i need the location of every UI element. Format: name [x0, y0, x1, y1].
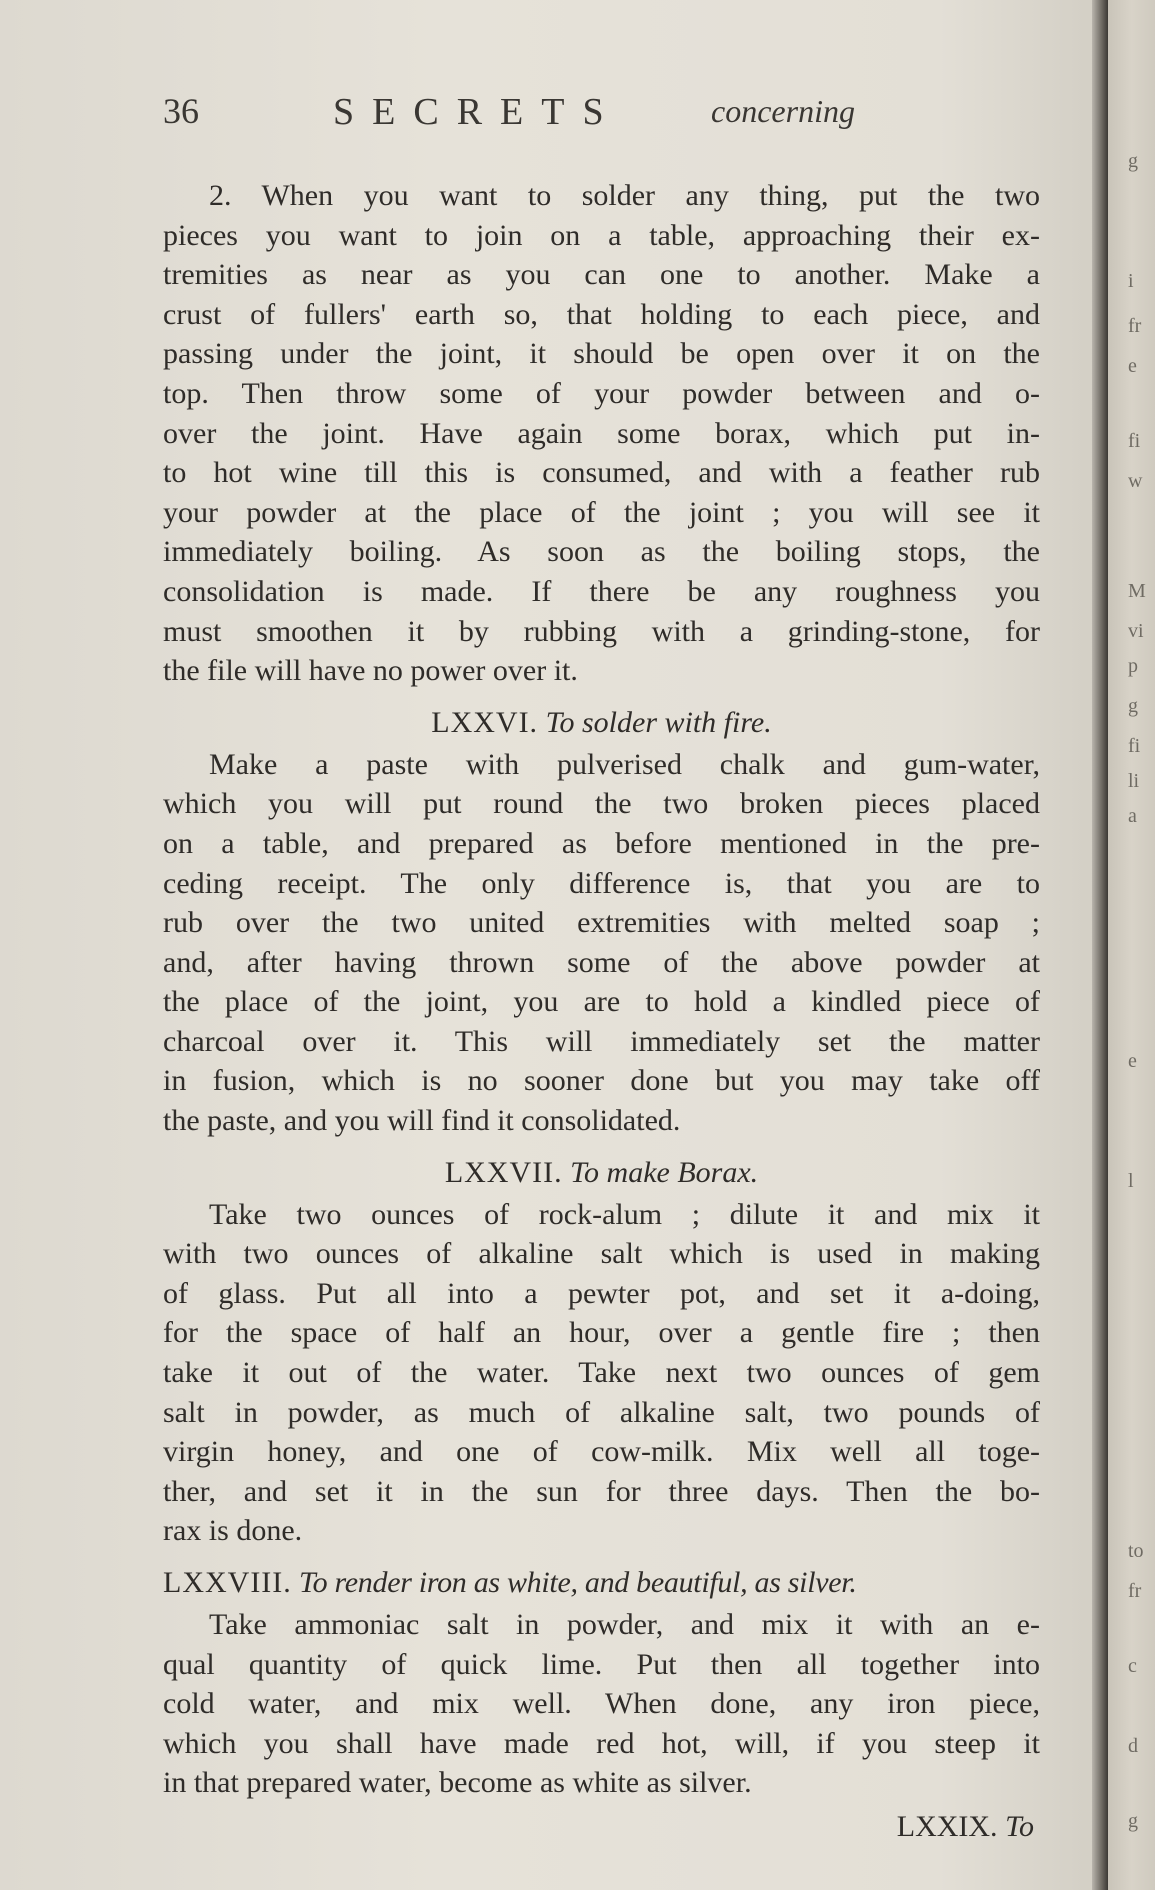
catchword-title: To [1005, 1809, 1034, 1843]
text-line: over the joint. Have again some borax, which put in- [163, 416, 1040, 450]
text-line: rax is done. [163, 1514, 303, 1548]
facing-page-fragment: i [1128, 270, 1134, 292]
text-line: ceding receipt. The only difference is, that you are to [163, 866, 1040, 900]
section-paragraph [163, 1195, 1040, 1551]
text-line: virgin honey, and one of cow-milk. Mix well all toge- [163, 1435, 1040, 1469]
catchword-number: LXXIX. [896, 1809, 998, 1843]
facing-page-fragment: g [1128, 1810, 1138, 1832]
facing-page-fragment: a [1128, 805, 1137, 827]
body-text [163, 176, 1040, 1847]
facing-page-fragment: li [1128, 770, 1140, 792]
running-title: SECRETS [333, 91, 622, 133]
facing-page-fragment: e [1128, 355, 1137, 377]
facing-page-fragment: to [1128, 1540, 1144, 1562]
text-line: pieces you want to join on a table, approaching their ex- [163, 218, 1040, 252]
text-line: top. Then throw some of your powder between and o- [163, 376, 1040, 410]
text-line: in that prepared water, become as white as silver. [163, 1766, 752, 1800]
text-line: your powder at the place of the joint ; you will see it [163, 495, 1040, 529]
catchword [163, 1807, 1040, 1847]
facing-page-fragment: g [1128, 695, 1138, 717]
facing-page-fragment: fi [1128, 735, 1141, 757]
section-paragraph [163, 745, 1040, 1141]
text-line: with two ounces of alkaline salt which is used in making [163, 1237, 1040, 1271]
text-line: ther, and set it in the sun for three days. Then the bo- [163, 1474, 1040, 1508]
text-line: which you shall have made red hot, will, if you steep it [163, 1726, 1040, 1760]
text-line: the file will have no power over it. [163, 654, 578, 688]
facing-page-fragment: c [1128, 1655, 1137, 1677]
text-line: crust of fullers' earth so, that holding to each piece, and [163, 297, 1040, 331]
running-header [163, 90, 883, 140]
text-line: charcoal over it. This will immediately set the matter [163, 1024, 1040, 1058]
page-number: 36 [163, 91, 199, 131]
facing-page-fragment: M [1128, 580, 1146, 602]
text-line: the paste, and you will find it consolidated. [163, 1104, 681, 1138]
text-line: for the space of half an hour, over a gentle fire ; then [163, 1316, 1040, 1350]
section-paragraph [163, 1605, 1040, 1803]
facing-page-fragment: g [1128, 150, 1138, 172]
facing-page-fragment: fi [1128, 430, 1141, 452]
text-line: passing under the joint, it should be open over it on the [163, 337, 1040, 371]
running-subtitle: concerning [711, 93, 855, 129]
section-title: To make Borax. [570, 1155, 759, 1189]
book-gutter [1092, 0, 1108, 1890]
text-line: take it out of the water. Take next two ounces of gem [163, 1356, 1040, 1390]
section-number: LXXVI. [431, 705, 539, 739]
text-line: immediately boiling. As soon as the boiling stops, the [163, 535, 1040, 569]
text-line: on a table, and prepared as before mentioned in the pre- [163, 826, 1040, 860]
text-line: tremities as near as you can one to another. Make a [163, 258, 1040, 292]
section-heading [163, 1153, 1040, 1193]
text-line: which you will put round the two broken pieces placed [163, 787, 1040, 821]
facing-page-fragment: l [1128, 1170, 1134, 1192]
section-heading [163, 1563, 1040, 1603]
facing-page-fragment: fr [1128, 315, 1142, 337]
section-number: LXXVII. [444, 1155, 563, 1189]
text-line: Take two ounces of rock-alum ; dilute it and mix it [209, 1197, 1040, 1231]
facing-page-fragment: vi [1128, 620, 1144, 642]
text-line: qual quantity of quick lime. Put then all together into [163, 1647, 1040, 1681]
facing-page-fragment: p [1128, 655, 1138, 677]
section-number: LXXVIII. [163, 1566, 292, 1599]
text-line: must smoothen it by rubbing with a grinding-stone, for [163, 614, 1040, 648]
text-line: salt in powder, as much of alkaline salt, two pounds of [163, 1395, 1040, 1429]
section-title: To render iron as white, and beautiful, as silver. [299, 1566, 857, 1599]
section-title: To solder with fire. [545, 705, 772, 739]
text-line: consolidation is made. If there be any roughness you [163, 574, 1040, 608]
text-line: and, after having thrown some of the above powder at [163, 945, 1040, 979]
text-line: Make a paste with pulverised chalk and gum-water, [209, 747, 1040, 781]
facing-page-fragment: e [1128, 1050, 1137, 1072]
text-line: to hot wine till this is consumed, and with a feather rub [163, 456, 1040, 490]
text-line: Take ammoniac salt in powder, and mix it with an e- [209, 1608, 1040, 1641]
text-line: rub over the two united extremities with melted soap ; [163, 906, 1040, 940]
text-line: the place of the joint, you are to hold a kindled piece of [163, 985, 1040, 1019]
facing-page-fragment: fr [1128, 1580, 1142, 1602]
text-line: 2. When you want to solder any thing, put the two [209, 179, 1040, 212]
text-line: cold water, and mix well. When done, any iron piece, [163, 1687, 1040, 1721]
section-continuation [163, 176, 1040, 691]
section-heading [163, 703, 1040, 743]
text-line: of glass. Put all into a pewter pot, and set it a-doing, [163, 1276, 1040, 1310]
facing-page-fragment: w [1128, 470, 1143, 492]
facing-page-fragment: d [1128, 1735, 1138, 1757]
text-line: in fusion, which is no sooner done but you may take off [163, 1064, 1040, 1098]
